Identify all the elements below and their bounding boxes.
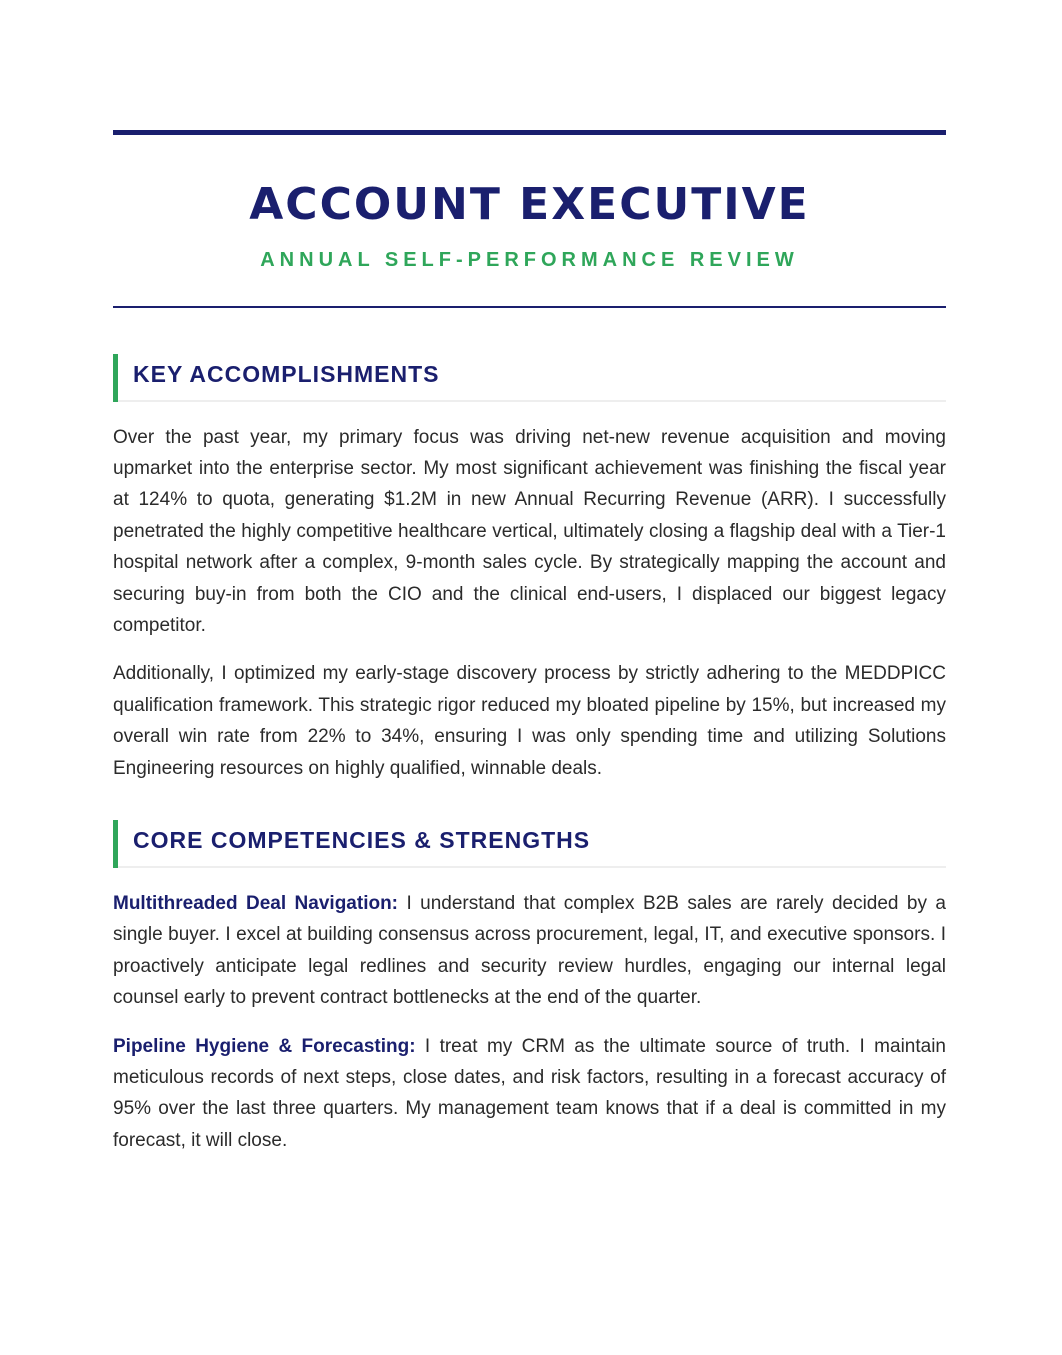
section-heading-core-competencies xyxy=(113,820,946,868)
document-title: ACCOUNT EXECUTIVE xyxy=(249,179,810,230)
competency-body-text: I understand that complex B2B sales are rarely decided by a single buyer. I excel at building consensus across procurement, legal, IT, and executive sponsors. I proactively anticipate legal redlines and security review hurdles, engaging our internal legal counsel early to prevent contract bottlenecks at the end of the quarter. xyxy=(113,892,946,1009)
competency-body-text: I treat my CRM as the ultimate source of truth. I maintain meticulous records of next steps, close dates, and risk factors, resulting in a forecast accuracy of 95% over the last three quarters. My management team knows that if a deal is committed in my forecast, it will close. xyxy=(113,1035,947,1151)
top-rule xyxy=(113,130,946,135)
section-accent-bar xyxy=(113,354,118,402)
section-heading-key-accomplishments xyxy=(113,354,946,402)
competency-lead-label: Multithreaded Deal Navigation: xyxy=(113,892,399,914)
competency-lead-label: Pipeline Hygiene & Forecasting: xyxy=(113,1035,416,1057)
header-divider xyxy=(113,306,946,308)
competency-paragraph-deal-navigation xyxy=(113,888,946,1014)
accomplishments-paragraph-2: Additionally, I optimized my early-stage discovery process by strictly adhering to the MEDDPICC qualification framework. This strategic rigor reduced my bloated pipeline by 15%, but increased my overall win rate from 22% to 34%, ensuring I was only spending time and utilizing Solutions Engineering resources on highly qualified, winnable deals. xyxy=(113,663,946,779)
accomplishments-paragraph-1: Over the past year, my primary focus was driving net-new revenue acquisition and moving upmarket into the enterprise sector. My most significant achievement was finishing the fiscal year at 124% to quota, generating $1.2M in new Annual Recurring Revenue (ARR). I successfully penetrated the highly competitive healthcare vertical, ultimately closing a flagship deal with a Tier-1 hospital network after a complex, 9-month sales cycle. By strategically mapping the account and securing buy-in from both the CIO and the clinical end-users, I displaced our biggest legacy competitor. xyxy=(113,426,946,636)
section-title: CORE COMPETENCIES & STRENGTHS xyxy=(133,826,591,853)
review-document xyxy=(113,130,946,1156)
competency-paragraph-forecasting xyxy=(113,1031,946,1157)
document-subtitle: ANNUAL SELF-PERFORMANCE REVIEW xyxy=(260,249,799,271)
section-title: KEY ACCOMPLISHMENTS xyxy=(133,360,440,387)
section-accent-bar xyxy=(113,820,118,868)
